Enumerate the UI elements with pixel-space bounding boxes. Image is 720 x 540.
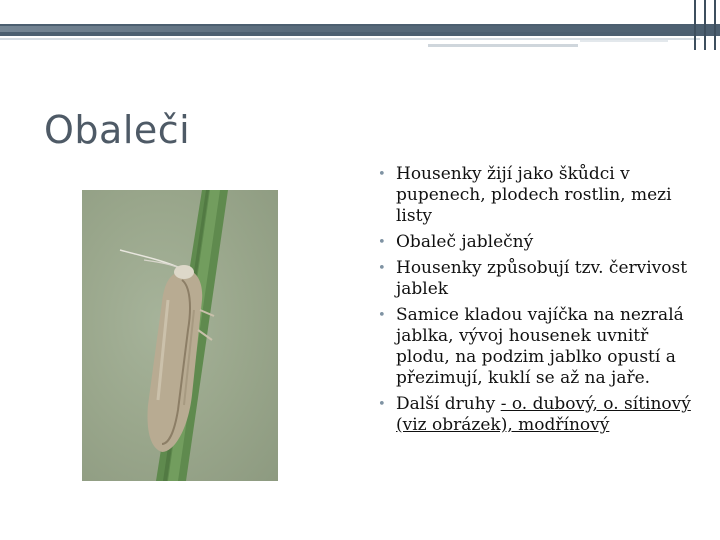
bullet-item	[378, 305, 698, 389]
header-band	[0, 0, 720, 50]
moth-illustration	[82, 190, 278, 481]
bullet-item	[378, 232, 698, 253]
bullet-text: Housenky žijí jako škůdci v pupenech, plodech rostlin, mezi listy	[396, 164, 672, 226]
bullet-item	[378, 258, 698, 300]
bullet-marker: •	[378, 261, 386, 276]
bullet-list	[378, 164, 698, 441]
bullet-marker: •	[378, 235, 386, 250]
bullet-item	[378, 394, 698, 436]
slide-title: Obaleči	[44, 108, 191, 152]
bullet-item	[378, 164, 698, 227]
bullet-marker: •	[378, 308, 386, 323]
bullet-text: Housenky způsobují tzv. červivost jablek	[396, 258, 688, 299]
bullet-marker: •	[378, 397, 386, 412]
moth-photo	[82, 190, 278, 481]
bullet-text: Samice kladou vajíčka na nezralá jablka, vývoj housenek uvnitř plodu, na podzim jablko opustí a přezimují, kuklí se až na jaře.	[396, 305, 684, 388]
bullet-marker: •	[378, 167, 386, 182]
other-species-link[interactable]: - o. dubový, o. sítinový (viz obrázek), modřínový	[396, 394, 691, 435]
bullet-text: Obaleč jablečný	[396, 232, 534, 252]
bullet-text: Další druhy	[396, 394, 501, 414]
